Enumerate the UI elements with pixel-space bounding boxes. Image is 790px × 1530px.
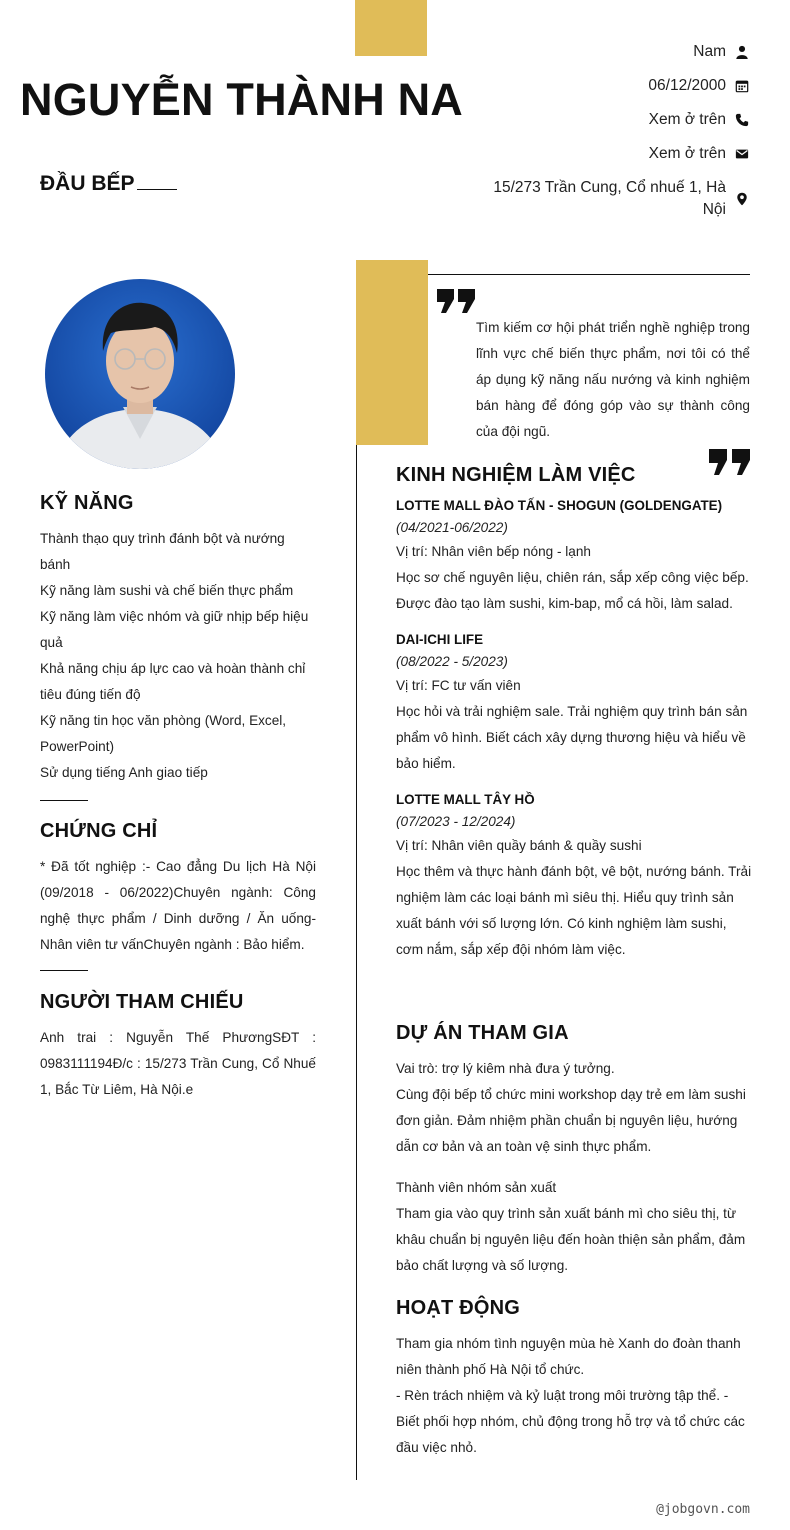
section-rule xyxy=(40,800,88,801)
calendar-icon xyxy=(734,75,750,97)
certificates-section xyxy=(40,820,316,958)
location-pin-icon xyxy=(734,177,750,221)
experience-item xyxy=(396,498,752,617)
experience-company: DAI-ICHI LIFE xyxy=(396,632,484,647)
info-gender-text: Nam xyxy=(693,43,726,60)
experience-position: Vị trí: Nhân viên bếp nóng - lạnh xyxy=(396,544,591,559)
experience-item xyxy=(396,632,752,777)
phone-icon xyxy=(734,109,750,131)
experience-description: Học thêm và thực hành đánh bột, vê bột, nướng bánh. Trải nghiệm làm các loại bánh mì siêu thị. Hiểu quy trình sản xuất bánh với số lượng lớn. Có kinh nghiệm làm sushi, cơm nắm, sắp xếp đội nhóm làm việc. xyxy=(396,864,752,957)
references-text: Anh trai : Nguyễn Thế PhươngSĐT : 0983111194Đ/c : 15/273 Trần Cung, Cổ Nhuế 1, Bắc Từ Liêm, Hà Nội.e xyxy=(40,1030,316,1097)
experience-period: (04/2021-06/2022) xyxy=(396,520,508,535)
skill-item: Kỹ năng làm việc nhóm và giữ nhịp bếp hiệu quả xyxy=(40,609,309,650)
objective-text: Tìm kiếm cơ hội phát triển nghề nghiệp trong lĩnh vực chế biến thực phẩm, nơi tôi có thể áp dụng kỹ năng nấu nướng và kinh nghiệm bán hàng để đóng góp vào sự thành công của đội ngũ. xyxy=(476,320,750,439)
project-description: Tham gia vào quy trình sản xuất bánh mì cho siêu thị, từ khâu chuẩn bị nguyên liệu đến hoàn thiện sản phẩm, đảm bảo chất lượng và số lượng. xyxy=(396,1206,746,1273)
experience-period: (07/2023 - 12/2024) xyxy=(396,814,516,829)
info-phone-text: Xem ở trên xyxy=(648,111,726,128)
info-address-text: 15/273 Trần Cung, Cổ nhuế 1, Hà Nội xyxy=(493,179,726,218)
references-section xyxy=(40,991,316,1103)
email-icon xyxy=(734,143,750,165)
info-email xyxy=(649,143,750,165)
certificates-heading: CHỨNG CHỈ xyxy=(40,820,158,842)
info-phone xyxy=(649,109,750,131)
projects-heading: DỰ ÁN THAM GIA xyxy=(396,1022,569,1044)
project-item xyxy=(396,1175,752,1279)
experience-company: LOTTE MALL ĐÀO TẤN - SHOGUN (GOLDENGATE) xyxy=(396,498,723,513)
project-role: Vai trò: trợ lý kiêm nhà đưa ý tưởng. xyxy=(396,1061,615,1076)
skills-list xyxy=(40,526,316,786)
skills-section xyxy=(40,492,316,786)
experience-company: LOTTE MALL TÂY HỒ xyxy=(396,792,535,807)
experience-section xyxy=(396,464,752,963)
activities-text-2: - Rèn trách nhiệm và kỷ luật trong môi trường tập thể. - Biết phối hợp nhóm, chủ động trong hỗ trợ và tổ chức các đầu việc nhỏ. xyxy=(396,1388,745,1455)
info-birthdate-text: 06/12/2000 xyxy=(648,77,726,94)
experience-heading: KINH NGHIỆM LÀM VIỆC xyxy=(396,464,636,486)
quote-open-icon xyxy=(437,289,475,313)
certificates-text: * Đã tốt nghiệp :- Cao đẳng Du lịch Hà Nội (09/2018 - 06/2022)Chuyên ngành: Công nghệ thực phẩm / Dinh dưỡng / Ăn uống- Nhân viên tư vấnChuyên ngành : Bảo hiểm. xyxy=(40,859,316,952)
skill-item: Khả năng chịu áp lực cao và hoàn thành chỉ tiêu đúng tiến độ xyxy=(40,661,306,702)
profile-photo xyxy=(45,279,235,469)
info-email-text: Xem ở trên xyxy=(648,145,726,162)
skills-heading: KỸ NĂNG xyxy=(40,492,134,514)
projects-section xyxy=(396,1022,752,1279)
project-description: Cùng đội bếp tổ chức mini workshop dạy trẻ em làm sushi đơn giản. Đảm nhiệm phần chuẩn bị nguyên liệu, hướng dẫn cơ bản và an toàn vệ sinh thực phẩm. xyxy=(396,1087,746,1154)
activities-heading: HOẠT ĐỘNG xyxy=(396,1297,521,1319)
footer-watermark: @jobgovn.com xyxy=(656,1502,750,1517)
experience-position: Vị trí: Nhân viên quầy bánh & quầy sushi xyxy=(396,838,642,853)
experience-period: (08/2022 - 5/2023) xyxy=(396,654,508,669)
section-rule xyxy=(40,970,88,971)
candidate-name: NGUYỄN THÀNH NA xyxy=(20,74,464,125)
accent-block-quote xyxy=(356,260,428,445)
experience-item xyxy=(396,792,752,963)
references-heading: NGƯỜI THAM CHIẾU xyxy=(40,991,244,1013)
skill-item: Thành thạo quy trình đánh bột và nướng bánh xyxy=(40,531,285,572)
activities-section xyxy=(396,1297,752,1461)
project-item xyxy=(396,1056,752,1160)
skill-item: Kỹ năng tin học văn phòng (Word, Excel, PowerPoint) xyxy=(40,713,287,754)
info-birthdate xyxy=(648,75,750,97)
info-address xyxy=(480,177,750,221)
activities-text: Tham gia nhóm tình nguyện mùa hè Xanh do đoàn thanh niên thành phố Hà Nội tổ chức. xyxy=(396,1336,741,1377)
info-gender xyxy=(693,41,750,63)
skill-item: Kỹ năng làm sushi và chế biến thực phẩm xyxy=(40,583,294,598)
job-title-text: ĐẦU BẾP xyxy=(40,172,135,195)
project-role: Thành viên nhóm sản xuất xyxy=(396,1180,557,1195)
experience-description: Học hỏi và trải nghiệm sale. Trải nghiệm quy trình bán sản phẩm vô hình. Biết cách xây dựng thương hiệu và hiểu về bảo hiểm. xyxy=(396,704,748,771)
column-divider xyxy=(356,445,357,1480)
skill-item: Sử dụng tiếng Anh giao tiếp xyxy=(40,765,208,780)
experience-description: Học sơ chế nguyên liệu, chiên rán, sắp xếp công việc bếp. Được đào tạo làm sushi, kim-bap, mổ cá hồi, làm salad. xyxy=(396,570,749,611)
experience-position: Vị trí: FC tư vấn viên xyxy=(396,678,521,693)
job-title xyxy=(40,172,177,196)
job-title-underline xyxy=(137,189,177,190)
quote-rule xyxy=(428,274,750,275)
accent-block-top xyxy=(355,0,427,56)
person-icon xyxy=(734,41,750,63)
